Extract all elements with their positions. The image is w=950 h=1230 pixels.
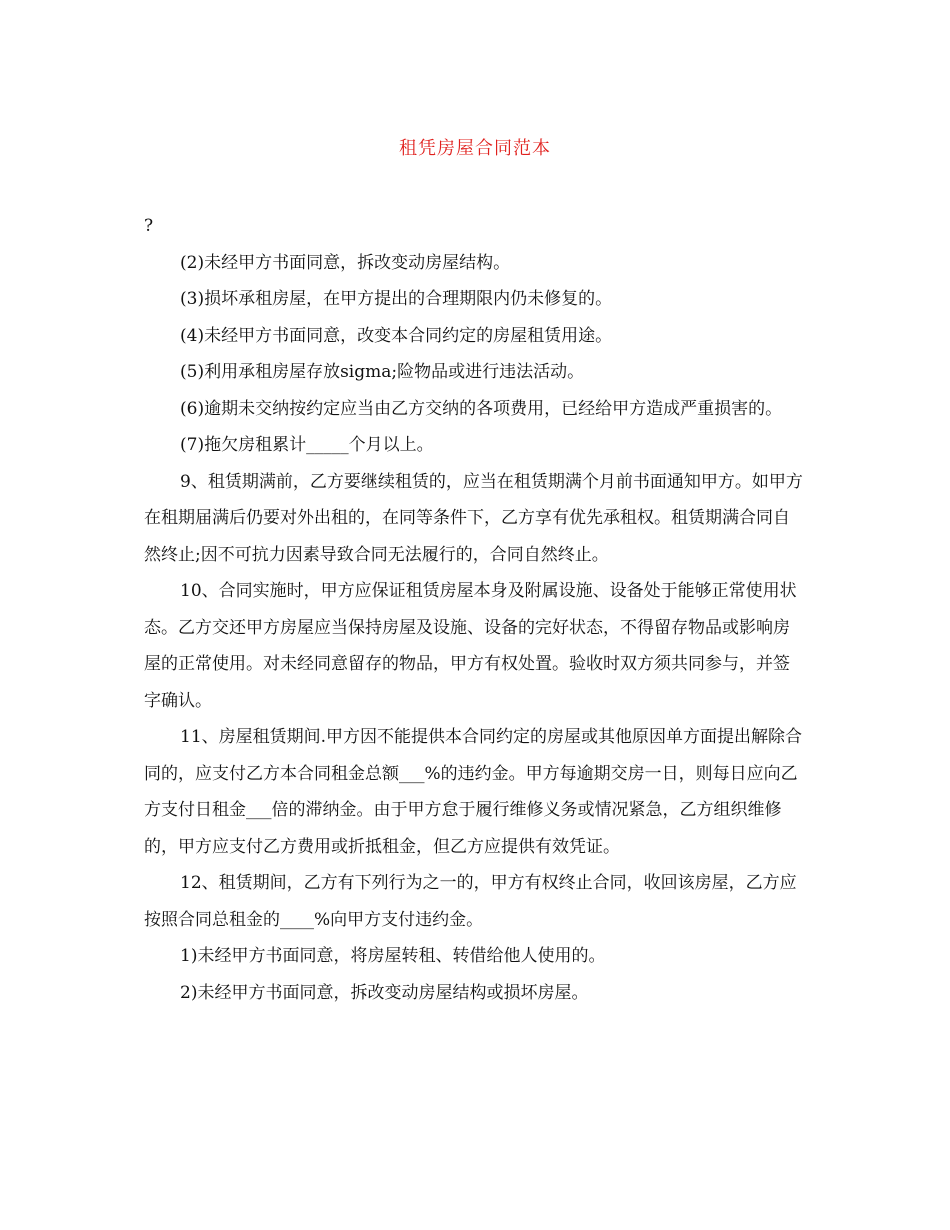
paragraph: (6)逾期未交纳按约定应当由乙方交纳的各项费用，已经给甲方造成严重损害的。 xyxy=(180,398,783,419)
paragraph: 12、租赁期间，乙方有下列行为之一的，甲方有权终止合同，收回该房屋，乙方应按照合同总租金的____%向甲方支付违约金。 xyxy=(144,873,797,930)
paragraph: 1)未经甲方书面同意，将房屋转租、转借给他人使用的。 xyxy=(180,946,606,966)
paragraph: (4)未经甲方书面同意，改变本合同约定的房屋租赁用途。 xyxy=(180,325,613,346)
document-title: 租凭房屋合同范本 xyxy=(399,138,551,159)
paragraph: 11、房屋租赁期间.甲方因不能提供本合同约定的房屋或其他原因单方面提出解除合同的，应支付乙方本合同租金总额___%的违约金。甲方每逾期交房一日，则每日应向乙方支付日租金___倍的滞纳金。由于甲方怠于履行维修义务或情况紧急，乙方组织维修的，甲方应支付乙方费用或折抵租金，但乙方应提供有效凭证。 xyxy=(144,727,803,857)
paragraph: 2)未经甲方书面同意，拆改变动房屋结构或损坏房屋。 xyxy=(180,982,589,1003)
paragraph: ? xyxy=(144,216,154,236)
paragraph: 10、合同实施时，甲方应保证租赁房屋本身及附属设施、设备处于能够正常使用状态。乙方交还甲方房屋应当保持房屋及设施、设备的完好状态，不得留存物品或影响房屋的正常使用。对未经同意留存的物品，甲方有权处置。验收时双方须共同参与，并签字确认。 xyxy=(144,581,797,711)
paragraph: (7)拖欠房租累计_____个月以上。 xyxy=(180,435,434,455)
paragraph: (3)损坏承租房屋，在甲方提出的合理期限内仍未修复的。 xyxy=(180,289,613,309)
paragraph: (2)未经甲方书面同意，拆改变动房屋结构。 xyxy=(180,252,511,273)
paragraph: 9、租赁期满前，乙方要继续租赁的，应当在租赁期满个月前书面通知甲方。如甲方在租期届满后仍要对外出租的，在同等条件下，乙方享有优先承租权。租赁期满合同自然终止;因不可抗力因素导致合同无法履行的，合同自然终止。 xyxy=(144,471,803,565)
paragraph: (5)利用承租房屋存放sigma;险物品或进行违法活动。 xyxy=(180,362,585,382)
document-body xyxy=(144,208,806,1011)
